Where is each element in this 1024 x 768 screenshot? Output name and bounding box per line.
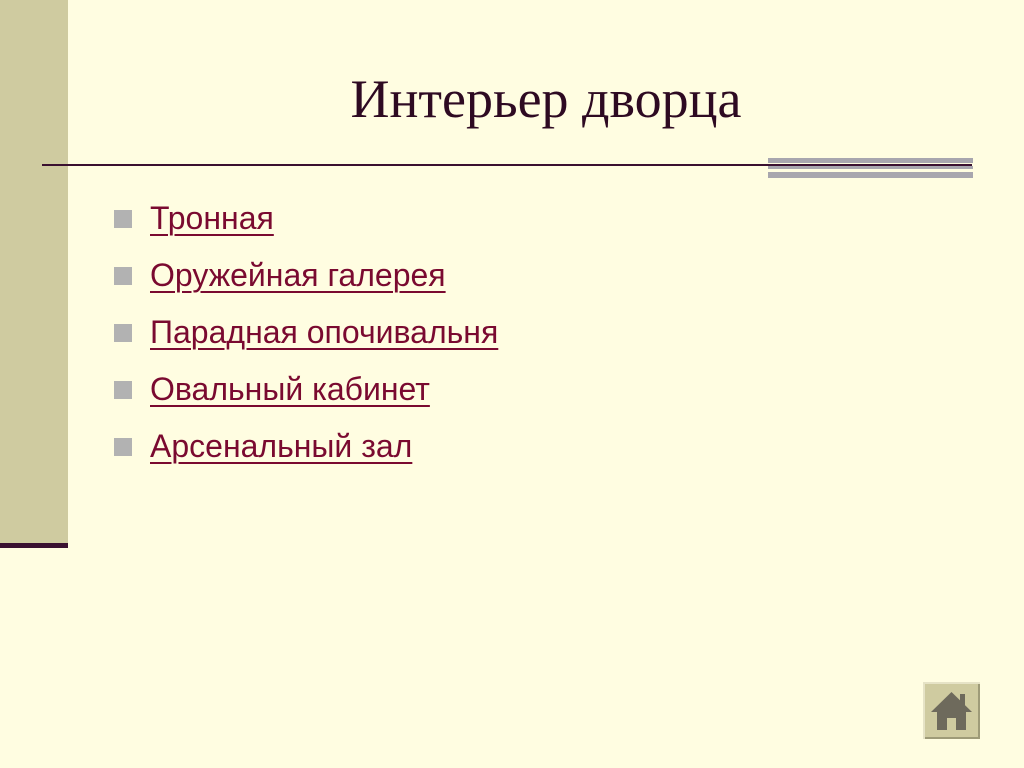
left-decorative-band: [0, 0, 68, 544]
left-band-underline: [0, 543, 68, 548]
list-item: [114, 247, 498, 304]
home-icon: [923, 682, 980, 739]
home-button[interactable]: [923, 682, 980, 739]
list-item: [114, 361, 498, 418]
bullet-square-icon: [114, 267, 132, 285]
link-paradnaya-opochivalnya[interactable]: Парадная опочивальня: [150, 314, 499, 350]
bullet-square-icon: [114, 210, 132, 228]
list-item: [114, 190, 498, 247]
link-oruzheynaya-galereya[interactable]: Оружейная галерея: [150, 257, 446, 293]
link-arsenalnyy-zal[interactable]: Арсенальный зал: [150, 428, 413, 464]
link-tronnaya[interactable]: Тронная: [150, 200, 274, 236]
slide-title: Интерьер дворца: [350, 69, 742, 129]
list-item: [114, 418, 498, 475]
bullet-list: [114, 190, 498, 475]
link-ovalnyy-kabinet[interactable]: Овальный кабинет: [150, 371, 430, 407]
bullet-square-icon: [114, 324, 132, 342]
bullet-square-icon: [114, 381, 132, 399]
list-item: [114, 304, 498, 361]
title-divider-accent: [768, 158, 973, 178]
bullet-square-icon: [114, 438, 132, 456]
